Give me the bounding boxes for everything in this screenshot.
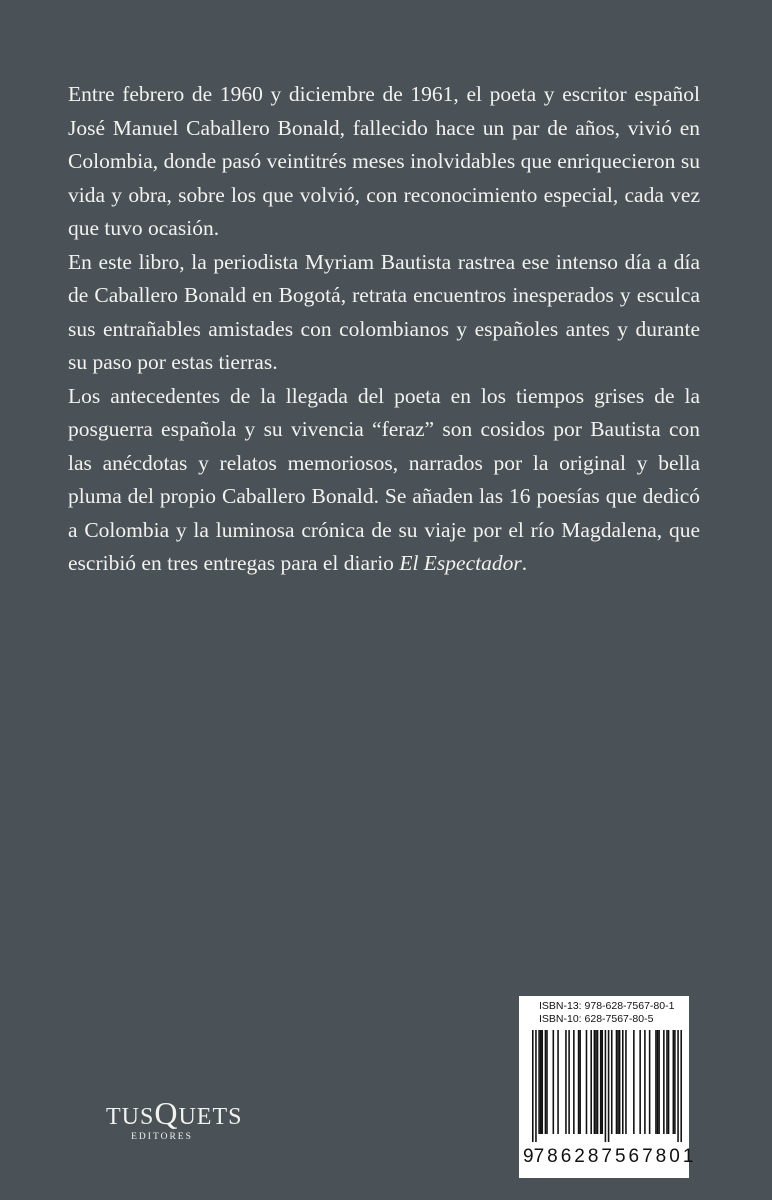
barcode-digit-first: 9 — [523, 1146, 534, 1167]
blurb-paragraph-3-text: Los antecedentes de la llegada del poeta en los tiempos grises de la posguerra española y su vivencia “feraz” son cosidos por Bautista con las anécdotas y relatos memoriosos, narrados por la original y bella pluma del propio Caballero Bonald. Se añaden las 16 poesías que dedicó a Colombia y la luminosa crónica de su viaje por el río Magdalena, que escribió en tres entregas para el diario — [68, 383, 700, 575]
publisher-name — [106, 1095, 243, 1131]
barcode-bar — [535, 1030, 537, 1142]
barcode-bar — [538, 1030, 540, 1134]
barcode-bar — [622, 1030, 624, 1134]
barcode-bar — [600, 1030, 602, 1134]
barcode-bar — [553, 1030, 555, 1134]
barcode-bar — [655, 1030, 657, 1134]
newspaper-title: El Espectador — [399, 551, 522, 575]
barcode-bar — [644, 1030, 646, 1134]
tusquets-logo — [106, 1095, 243, 1142]
barcode-bar — [625, 1030, 627, 1134]
barcode-bar — [663, 1030, 665, 1134]
barcode-bar — [568, 1030, 570, 1134]
barcode-bar — [532, 1030, 534, 1142]
barcode-bar — [616, 1030, 618, 1134]
barcode-bar — [540, 1030, 542, 1134]
barcode-bar — [633, 1030, 635, 1134]
barcode-bar — [601, 1030, 603, 1134]
barcode-bar — [619, 1030, 621, 1134]
barcode-bar — [605, 1030, 607, 1142]
barcode-bar — [617, 1030, 619, 1134]
barcode-bar — [573, 1030, 575, 1134]
publisher-name-q: Q — [154, 1095, 179, 1131]
barcode-bar — [658, 1030, 660, 1134]
barcode-bar — [597, 1030, 599, 1134]
isbn-13-label: ISBN-13: 978-628-7567-80-1 — [539, 1000, 675, 1012]
blurb-paragraph-3 — [68, 380, 700, 581]
barcode-bar — [565, 1030, 567, 1134]
barcode-bar — [578, 1030, 580, 1134]
back-cover-blurb — [68, 78, 700, 581]
barcode-digits-left: 786287 — [533, 1146, 615, 1167]
barcode-bars — [532, 1030, 682, 1142]
barcode-bar — [546, 1030, 548, 1134]
barcode-bar — [557, 1030, 559, 1134]
publisher-name-part2: UETS — [178, 1104, 243, 1130]
barcode-bar — [541, 1030, 543, 1134]
blurb-paragraph-1: Entre febrero de 1960 y diciembre de 1961, el poeta y escritor español José Manuel Caballero Bonald, fallecido hace un par de años, vivió en Colombia, donde pasó veintitrés meses inolvidables que enriquecieron su vida y obra, sobre los que volvió, con reconocimiento especial, cada vez que tuvo ocasión. — [68, 82, 700, 240]
barcode-bar — [639, 1030, 641, 1134]
barcode-bar — [674, 1030, 676, 1134]
barcode-bar — [649, 1030, 651, 1134]
barcode-digits-right: 567801 — [614, 1146, 697, 1167]
publisher-name-part1: TUS — [106, 1104, 155, 1130]
barcode-bar — [590, 1030, 592, 1134]
barcode-bar — [579, 1030, 581, 1134]
barcode-bar — [680, 1030, 682, 1142]
barcode-bar — [677, 1030, 679, 1142]
barcode-digits — [523, 1146, 697, 1168]
barcode-bar — [594, 1030, 596, 1134]
barcode-bar — [586, 1030, 588, 1134]
blurb-paragraph-3-end: . — [521, 551, 528, 575]
barcode-bar — [608, 1030, 610, 1142]
barcode-bar — [657, 1030, 659, 1134]
barcode-bar — [595, 1030, 597, 1134]
barcode-bar — [668, 1030, 670, 1134]
publisher-imprint: EDITORES — [131, 1132, 193, 1142]
barcode-bar — [611, 1030, 613, 1134]
isbn-barcode — [519, 996, 697, 1178]
isbn-10-label: ISBN-10: 628-7567-80-5 — [539, 1013, 654, 1025]
barcode-bar — [545, 1030, 547, 1134]
blurb-paragraph-2: En este libro, la periodista Myriam Bautista rastrea ese intenso día a día de Caballero Bonald en Bogotá, retrata encuentros inesperados y esculca sus entrañables amistades con colombianos y españoles antes y durante su paso por estas tierras. — [68, 249, 700, 374]
barcode-bar — [673, 1030, 675, 1134]
barcode-bar — [666, 1030, 668, 1134]
